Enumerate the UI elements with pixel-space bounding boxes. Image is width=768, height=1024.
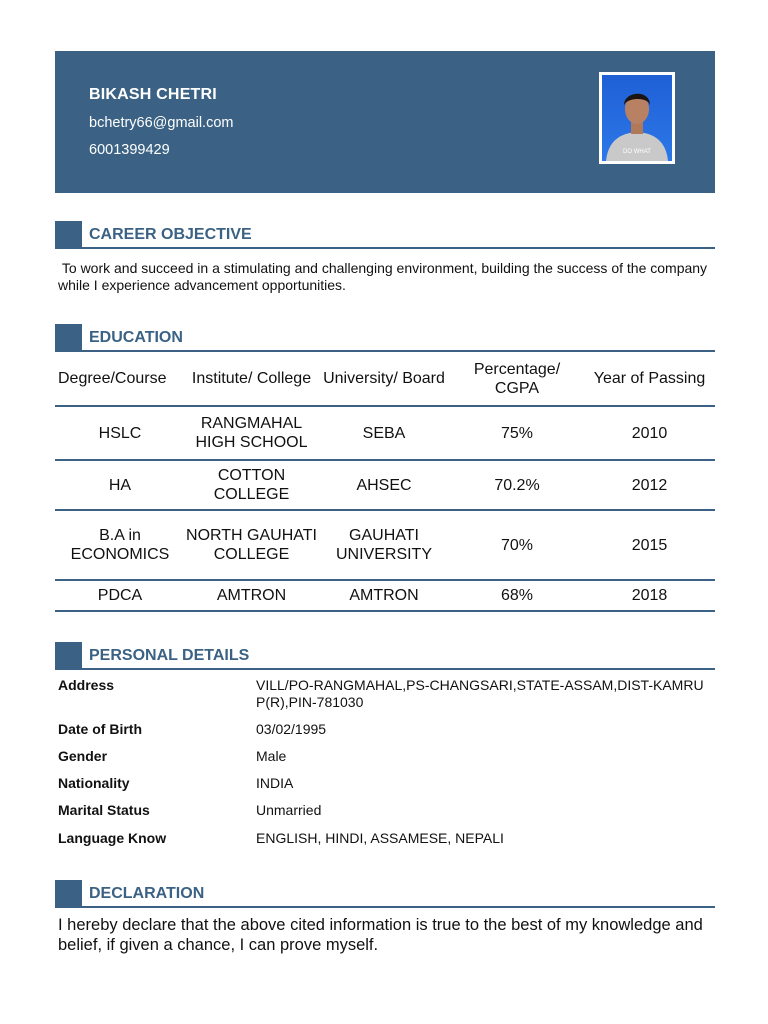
column-header: Institute/ College	[185, 352, 318, 406]
candidate-email: bchetry66@gmail.com	[89, 115, 234, 131]
career-objective-title: CAREER OBJECTIVE	[89, 226, 252, 243]
table-cell: HA	[55, 460, 185, 510]
table-row	[55, 510, 715, 580]
candidate-name: BIKASH CHETRI	[89, 86, 217, 103]
detail-value: ENGLISH, HINDI, ASSAMESE, NEPALI	[256, 830, 504, 846]
column-header: Year of Passing	[584, 352, 715, 406]
detail-value: 03/02/1995	[256, 721, 327, 737]
table-cell: 2015	[584, 510, 715, 580]
detail-label: Address	[58, 677, 115, 693]
table-cell: GAUHATI UNIVERSITY	[318, 510, 450, 580]
profile-photo	[599, 72, 675, 164]
table-cell: AHSEC	[318, 460, 450, 510]
section-marker	[55, 324, 82, 351]
detail-value: Male	[256, 748, 287, 764]
declaration-text: I hereby declare that the above cited information is true to the best of my knowledge and belief, if given a chance, I can prove myself.	[58, 916, 703, 954]
declaration-title: DECLARATION	[89, 885, 205, 902]
section-marker	[55, 880, 82, 907]
career-objective-text: To work and succeed in a stimulating and challenging environment, building the success of the company while I experience advancement opportunities.	[58, 260, 708, 293]
education-title: EDUCATION	[89, 329, 183, 346]
education-header	[55, 324, 715, 352]
table-cell: NORTH GAUHATI COLLEGE	[185, 510, 318, 580]
table-cell: 2012	[584, 460, 715, 510]
table-cell: AMTRON	[318, 580, 450, 611]
resume-header	[55, 51, 715, 193]
detail-label: Gender	[58, 748, 108, 764]
candidate-phone: 6001399429	[89, 142, 170, 158]
table-row	[55, 406, 715, 460]
photo-shirt-text: DO WHAT	[623, 149, 651, 155]
personal-details-header	[55, 642, 715, 670]
detail-value: Unmarried	[256, 802, 322, 818]
table-cell: 70%	[450, 510, 584, 580]
career-objective-header	[55, 221, 715, 249]
column-header: Degree/Course	[55, 352, 185, 406]
detail-value: INDIA	[256, 775, 294, 791]
table-cell: 70.2%	[450, 460, 584, 510]
table-cell: 68%	[450, 580, 584, 611]
detail-label: Marital Status	[58, 802, 150, 818]
table-cell: PDCA	[55, 580, 185, 611]
table-cell: 2018	[584, 580, 715, 611]
column-header: University/ Board	[318, 352, 450, 406]
profile-photo-image	[602, 75, 672, 161]
table-cell: COTTON COLLEGE	[185, 460, 318, 510]
section-marker	[55, 642, 82, 669]
column-header: Percentage/ CGPA	[450, 352, 584, 406]
section-marker	[55, 221, 82, 248]
table-cell: HSLC	[55, 406, 185, 460]
table-cell: SEBA	[318, 406, 450, 460]
table-cell: 2010	[584, 406, 715, 460]
education-table	[55, 352, 715, 612]
education-table-header-row	[55, 352, 715, 406]
table-cell: B.A in ECONOMICS	[55, 510, 185, 580]
personal-details-title: PERSONAL DETAILS	[89, 647, 250, 664]
table-row	[55, 580, 715, 611]
detail-label: Language Know	[58, 830, 167, 846]
detail-label: Date of Birth	[58, 721, 142, 737]
detail-value: VILL/PO-RANGMAHAL,PS-CHANGSARI,STATE-ASSAM,DIST-KAMRUP(R),PIN-781030	[256, 677, 704, 710]
table-cell: 75%	[450, 406, 584, 460]
detail-label: Nationality	[58, 775, 130, 791]
declaration-header	[55, 880, 715, 908]
table-row	[55, 460, 715, 510]
table-cell: AMTRON	[185, 580, 318, 611]
table-cell: RANGMAHAL HIGH SCHOOL	[185, 406, 318, 460]
